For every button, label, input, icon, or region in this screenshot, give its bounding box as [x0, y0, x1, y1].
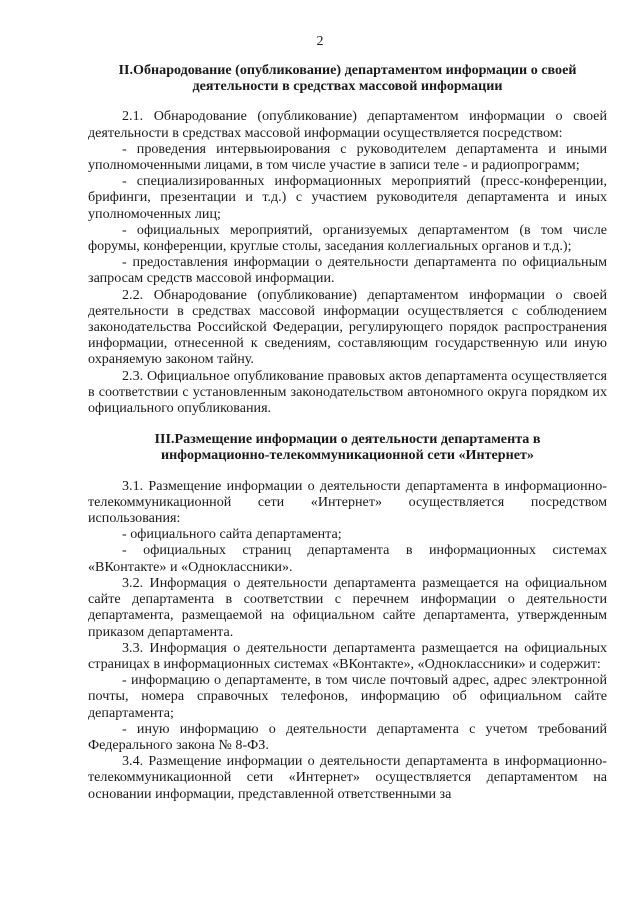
paragraph-2-3: 2.3. Официальное опубликование правовых актов департамента осуществляется в соответствии с установленным законодательством автономного округа порядком их официального опубликования.: [88, 367, 607, 417]
list-item: - официальных страниц департамента в информационных системах «ВКонтакте» и «Одноклассники».: [88, 542, 607, 575]
paragraph-3-1: 3.1. Размещение информации о деятельности департамента в информационно-телекоммуникационной сети «Интернет» осуществляется посредством использования:: [88, 477, 607, 527]
paragraph-2-1: 2.1. Обнародование (опубликование) департаментом информации о своей деятельности в средствах массовой информации осуществляется посредством:: [88, 108, 607, 141]
paragraph-3-3: 3.3. Информация о деятельности департамента размещается на официальных страницах в информационных системах «ВКонтакте», «Одноклассники» и содержит:: [88, 639, 607, 672]
document-body: [88, 62, 607, 802]
list-item: - проведения интервьюирования с руководителем департамента и иными уполномоченными лицами, в том числе участие в записи теле - и радиопрограмм;: [88, 140, 607, 174]
list-item: - информацию о департаменте, в том числе почтовый адрес, адрес электронной почты, номера справочных телефонов, информацию об официальном сайте департамента;: [88, 672, 607, 721]
paragraph-2-2: 2.2. Обнародование (опубликование) департаментом информации о своей деятельности в средствах массовой информации осуществляется с соблюдением законодательства Российской Федерации, регулирующего порядок распространения информации, отнесенной к сведениям, составляющим государственную или иную охраняемую законом тайну.: [88, 286, 607, 368]
list-item: - иную информацию о деятельности департамента с учетом требований Федерального закона № 8-ФЗ.: [88, 720, 607, 753]
list-item: - специализированных информационных мероприятий (пресс-конференции, брифинги, презентации и т.д.) с участием руководителя департамента и иных уполномоченных лиц;: [88, 173, 607, 222]
paragraph-3-4: 3.4. Размещение информации о деятельности департамента в информационно-телекоммуникационной сети «Интернет» осуществляется департаментом на основании информации, представленной ответственными за: [88, 753, 607, 802]
list-item: - официального сайта департамента;: [122, 526, 342, 543]
page-number: 2: [316, 34, 324, 49]
list-item: - официальных мероприятий, организуемых департаментом (в том числе форумы, конференции, круглые столы, заседания коллегиальных органов и т.д.);: [88, 221, 607, 255]
section-3-heading: III.Размещение информации о деятельности департамента в информационно-телекоммуникационной сети «Интернет»: [154, 431, 541, 464]
list-item: - предоставления информации о деятельности департамента по официальным запросам средств массовой информации.: [88, 254, 607, 287]
paragraph-3-2: 3.2. Информация о деятельности департамента размещается на официальном сайте департамента в соответствии с перечнем информации о деятельности департамента, размещаемой на официальном сайте департамента, утвержденным приказом департамента.: [88, 574, 607, 640]
section-2-heading: II.Обнародование (опубликование) департаментом информации о своей деятельности в средствах массовой информации: [118, 62, 577, 95]
